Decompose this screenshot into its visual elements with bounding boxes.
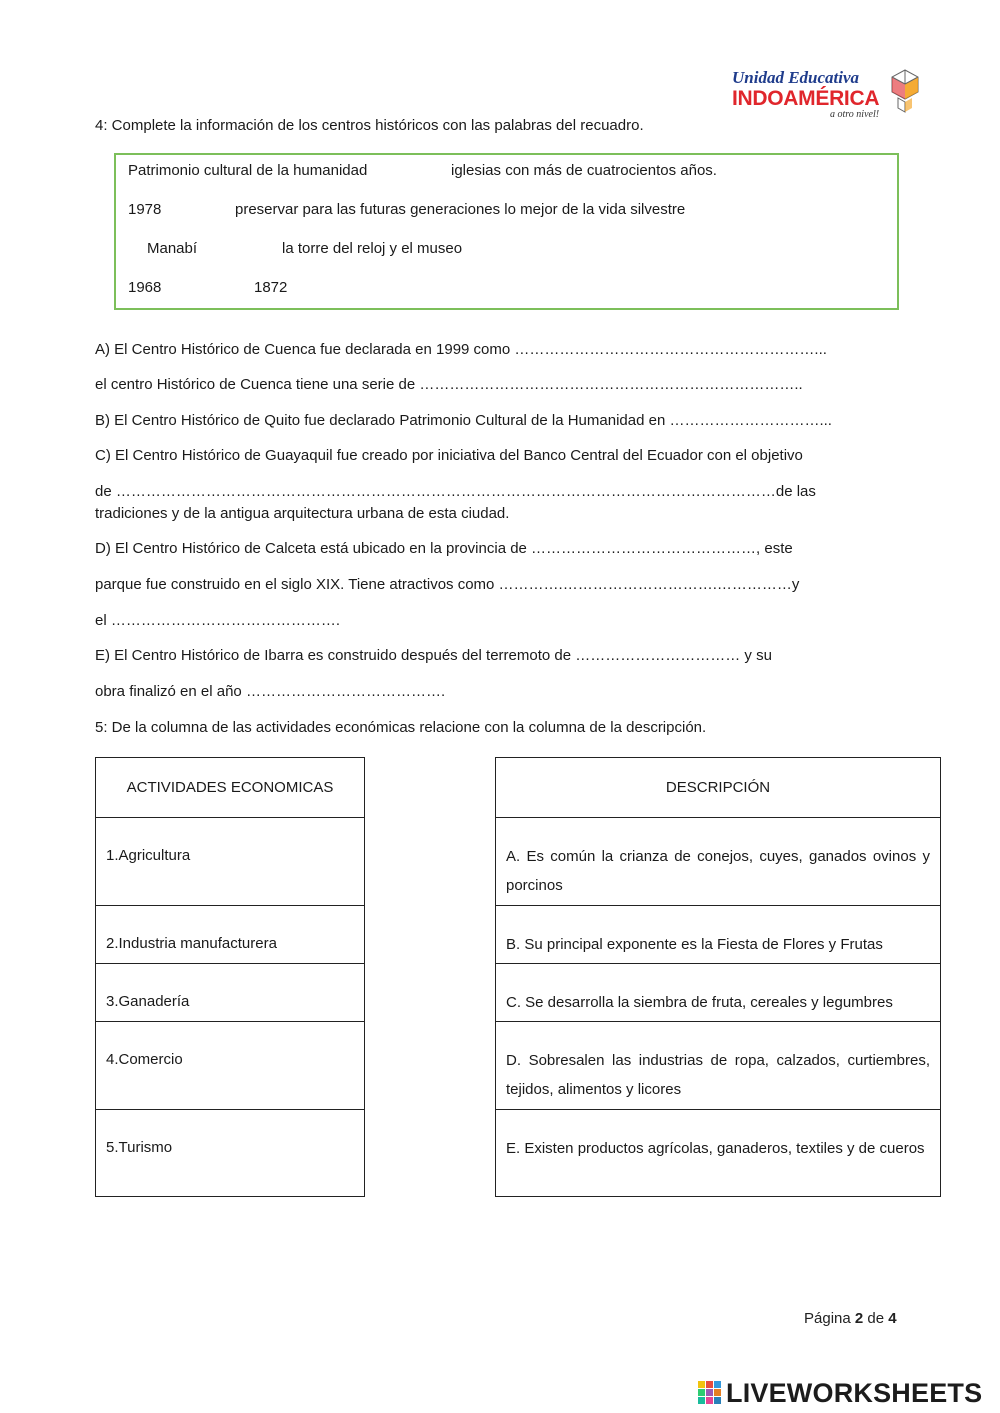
word-bank-item: iglesias con más de cuatrocientos años. (451, 162, 717, 179)
fill-line: de ……………………………………………………………………………………………………………………de las (95, 483, 816, 500)
word-bank-item: preservar para las futuras generaciones lo mejor de la vida silvestre (235, 201, 686, 218)
word-bank-item: Patrimonio cultural de la humanidad (128, 162, 368, 179)
fill-line: obra finalizó en el año …………………………………. (95, 683, 446, 700)
question-5-instruction: 5: De la columna de las actividades económicas relacione con la columna de la descripción. (95, 719, 707, 736)
fill-line: E) El Centro Histórico de Ibarra es construido después del terremoto de …………………………… y su (95, 647, 772, 664)
page-number (804, 1310, 897, 1327)
page-total: 4 (888, 1310, 897, 1327)
activity-cell: 3.Ganadería (106, 993, 190, 1010)
fill-line: parque fue construido en el siglo XIX. Tiene atractivos como ………….………………………….……………y (95, 576, 800, 593)
word-bank-item: 1872 (254, 279, 288, 296)
page-word: Página (804, 1310, 851, 1327)
description-cell: E. Existen productos agrícolas, ganaderos, textiles y de cueros (506, 1140, 925, 1157)
descriptions-header: DESCRIPCIÓN (496, 758, 941, 818)
fill-line: el centro Histórico de Cuenca tiene una serie de ………………………………………………………………….. (95, 376, 803, 393)
fill-line: B) El Centro Histórico de Quito fue declarado Patrimonio Cultural de la Humanidad en …………………………... (95, 412, 832, 429)
school-logo (732, 68, 922, 124)
liveworksheets-watermark (698, 1378, 998, 1408)
logo-line2: INDOAMÉRICA (732, 87, 880, 110)
page-current: 2 (854, 1310, 864, 1327)
fill-line: C) El Centro Histórico de Guayaquil fue creado por iniciativa del Banco Central del Ecuador con el objetivo (95, 447, 803, 464)
activity-cell: 2.Industria manufacturera (106, 935, 277, 952)
activities-header: ACTIVIDADES ECONOMICAS (96, 758, 365, 818)
liveworksheets-logo-icon (698, 1381, 722, 1405)
liveworksheets-text: LIVEWORKSHEETS (726, 1378, 983, 1408)
activities-table (95, 757, 365, 1197)
logo-line1: Unidad Educativa (732, 68, 860, 87)
logo-tagline: a otro nivel! (830, 109, 880, 120)
cube-logo-icon (890, 68, 920, 114)
description-cell: C. Se desarrolla la siembra de fruta, cereales y legumbres (506, 994, 893, 1011)
description-cell: A. Es común la crianza de conejos, cuyes, ganados ovinos y porcinos (506, 848, 930, 894)
word-bank-item: Manabí (147, 240, 198, 257)
activity-cell: 1.Agricultura (106, 847, 191, 864)
description-cell: B. Su principal exponente es la Fiesta de Flores y Frutas (506, 936, 883, 953)
question-4-instruction: 4: Complete la información de los centros históricos con las palabras del recuadro. (95, 117, 644, 134)
fill-line: A) El Centro Histórico de Cuenca fue declarada en 1999 como ……………………………………………………... (95, 341, 827, 358)
fill-line: D) El Centro Histórico de Calceta está ubicado en la provincia de ………………………………………, este (95, 540, 793, 557)
descriptions-table (495, 757, 941, 1197)
word-bank-item: 1968 (128, 279, 162, 296)
activity-cell: 4.Comercio (106, 1051, 183, 1068)
page-of-word: de (867, 1310, 885, 1327)
word-bank-item: la torre del reloj y el museo (282, 240, 463, 257)
word-bank-item: 1978 (128, 201, 162, 218)
fill-line: tradiciones y de la antigua arquitectura urbana de esta ciudad. (95, 505, 510, 522)
activity-cell: 5.Turismo (106, 1139, 173, 1156)
description-cell: D. Sobresalen las industrias de ropa, calzados, curtiembres, tejidos, alimentos y licores (506, 1052, 930, 1098)
fill-line: el ………………………………………. (95, 612, 341, 629)
